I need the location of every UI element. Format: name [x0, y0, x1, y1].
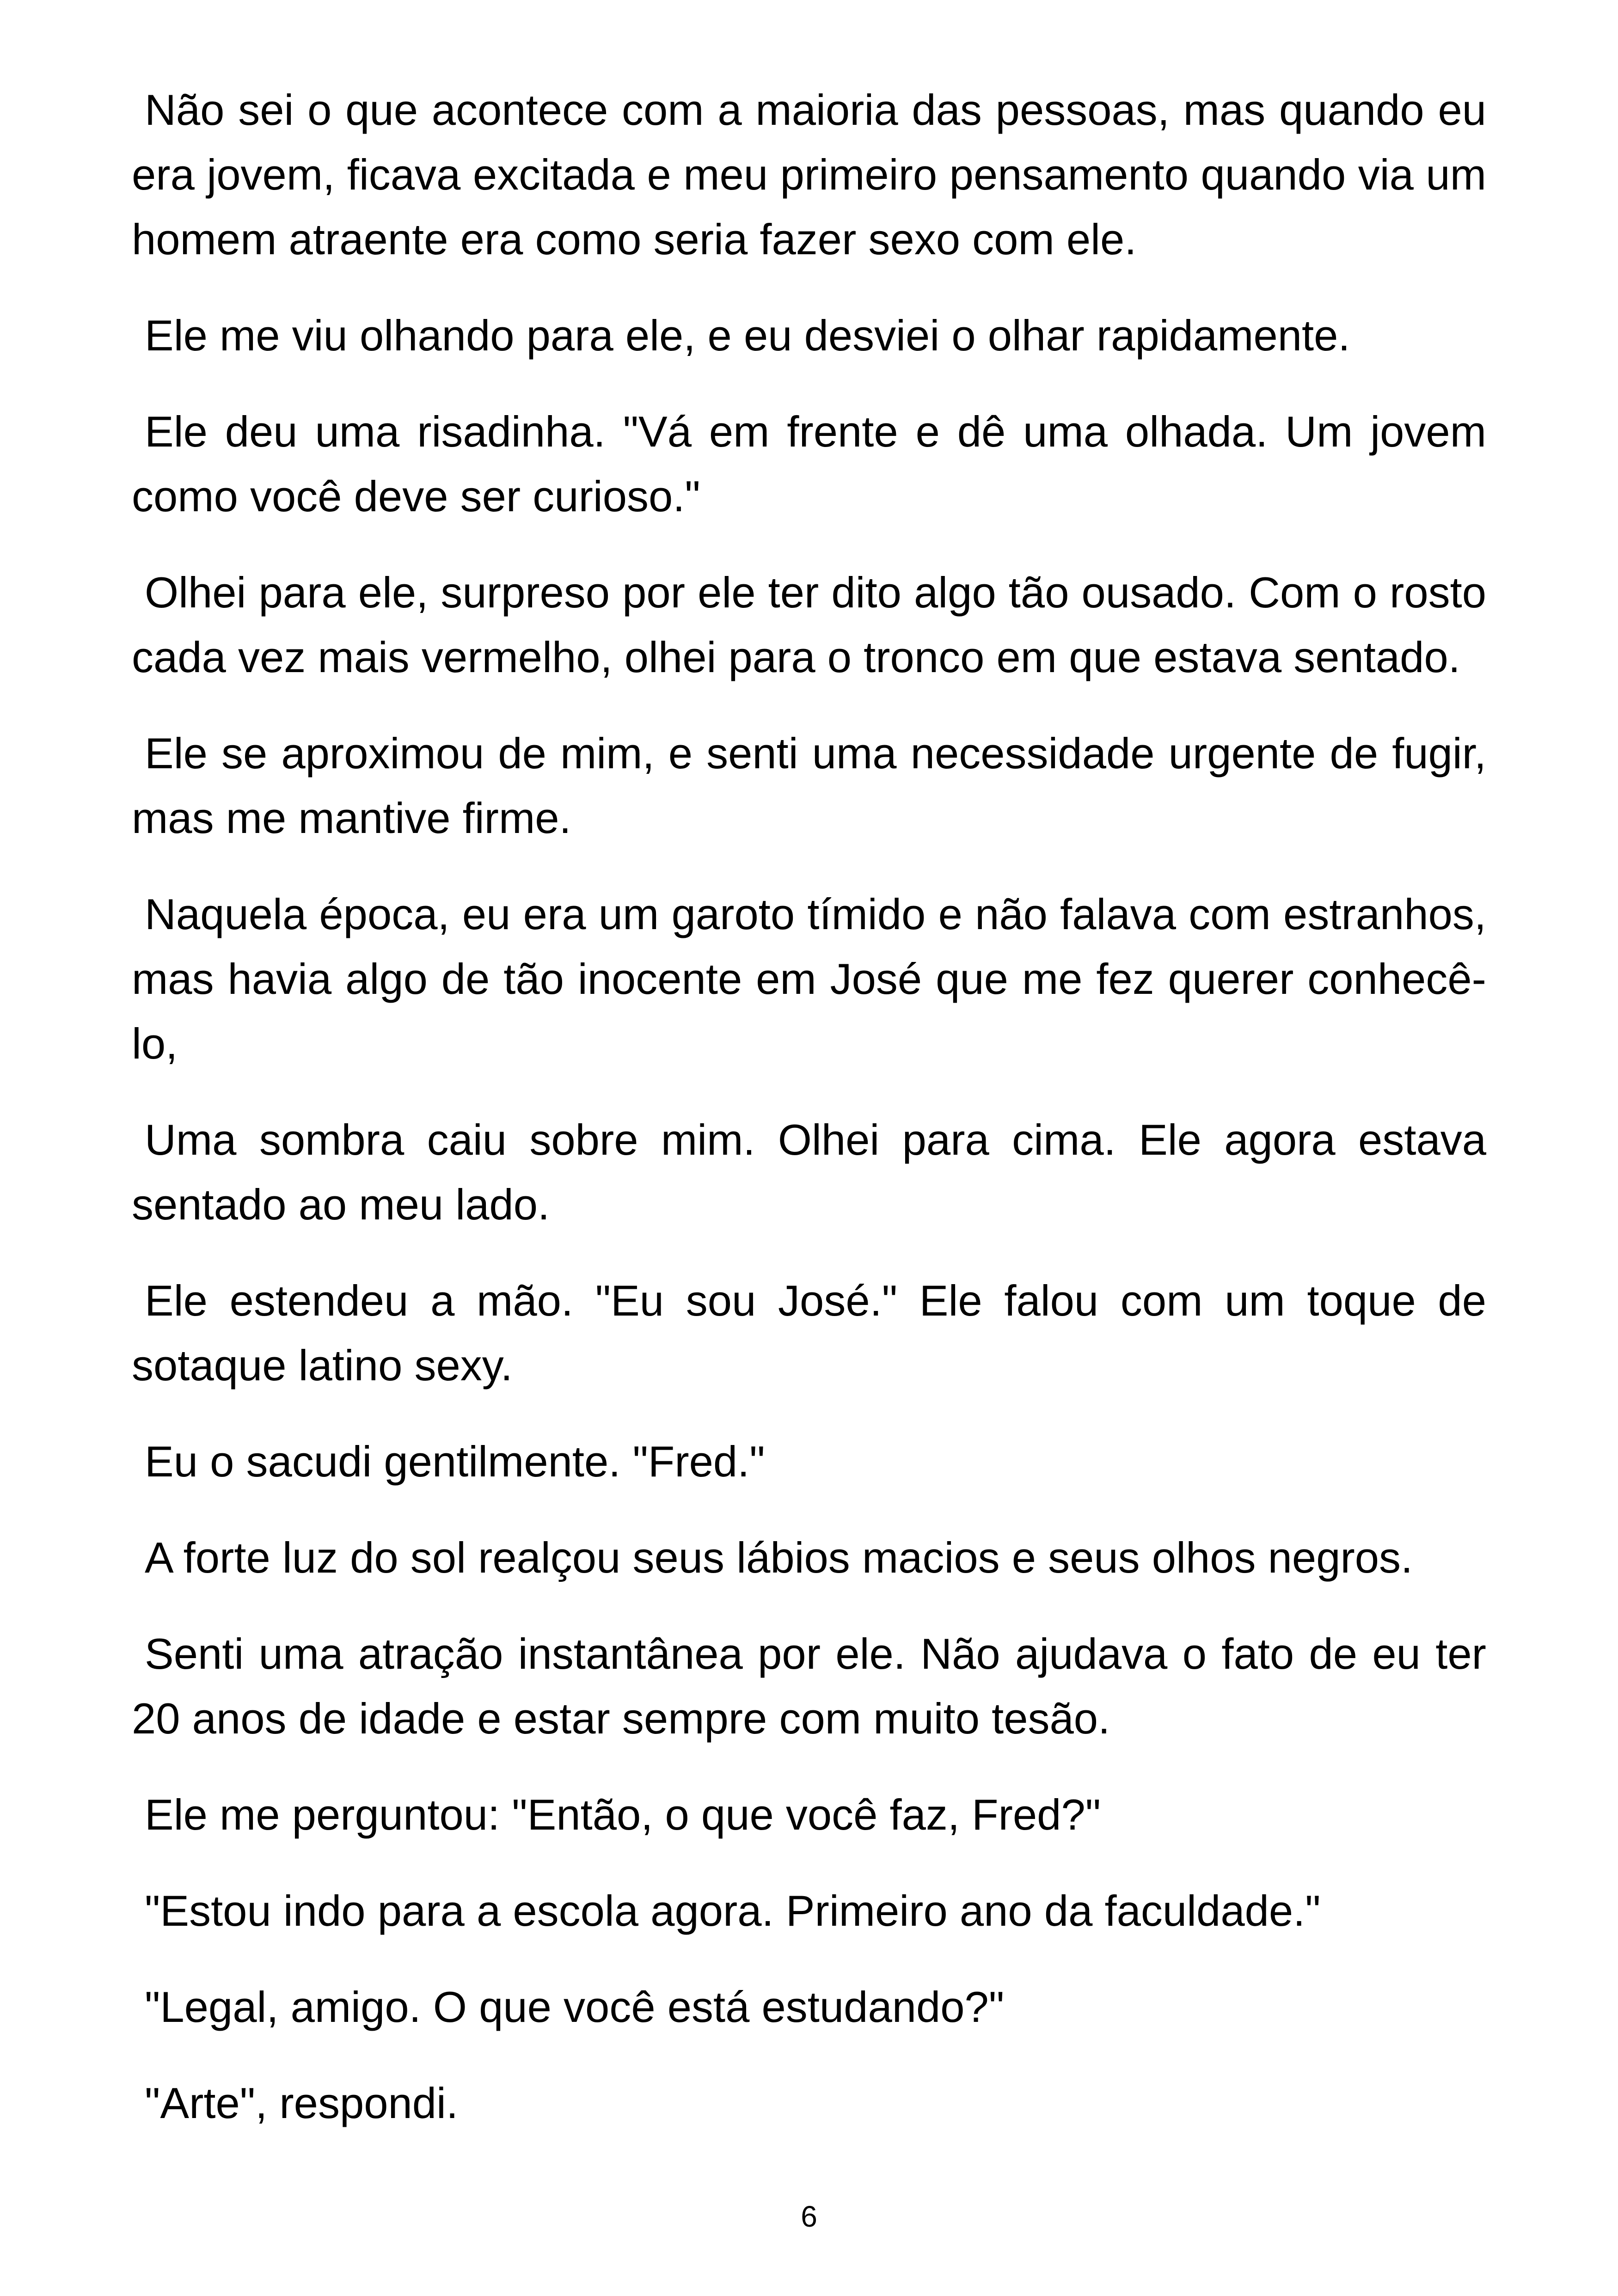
paragraph: Eu o sacudi gentilmente. "Fred."	[145, 1437, 765, 1486]
paragraph: Naquela época, eu era um garoto tímido e não falava com estranhos, mas havia algo de tão inocente em José que me fez querer conhecê-lo,	[132, 890, 1486, 1068]
paragraph: Ele deu uma risadinha. "Vá em frente e dê uma olhada. Um jovem como você deve ser curioso."	[132, 407, 1486, 520]
paragraph: "Estou indo para a escola agora. Primeiro ano da faculdade."	[145, 1886, 1321, 1935]
paragraph: Ele estendeu a mão. "Eu sou José." Ele falou com um toque de sotaque latino sexy.	[132, 1276, 1486, 1390]
paragraph: Ele me viu olhando para ele, e eu desviei o olhar rapidamente.	[145, 311, 1350, 360]
paragraph: "Arte", respondi.	[145, 2079, 459, 2127]
text-body	[132, 78, 1486, 2167]
paragraph: Senti uma atração instantânea por ele. Não ajudava o fato de eu ter 20 anos de idade e estar sempre com muito tesão.	[132, 1629, 1486, 1743]
page-number: 6	[801, 2200, 817, 2233]
paragraph: Olhei para ele, surpreso por ele ter dito algo tão ousado. Com o rosto cada vez mais vermelho, olhei para o tronco em que estava sentado.	[132, 568, 1486, 681]
paragraph: A forte luz do sol realçou seus lábios macios e seus olhos negros.	[145, 1533, 1413, 1582]
paragraph: Uma sombra caiu sobre mim. Olhei para cima. Ele agora estava sentado ao meu lado.	[132, 1115, 1486, 1229]
paragraph: Ele me perguntou: "Então, o que você faz, Fred?"	[145, 1790, 1101, 1839]
paragraph: "Legal, amigo. O que você está estudando?"	[145, 1983, 1005, 2031]
paragraph: Não sei o que acontece com a maioria das pessoas, mas quando eu era jovem, ficava excitada e meu primeiro pensamento quando via um homem atraente era como seria fazer sexo com ele.	[132, 86, 1486, 263]
paragraph: Ele se aproximou de mim, e senti uma necessidade urgente de fugir, mas me mantive firme.	[132, 729, 1486, 842]
